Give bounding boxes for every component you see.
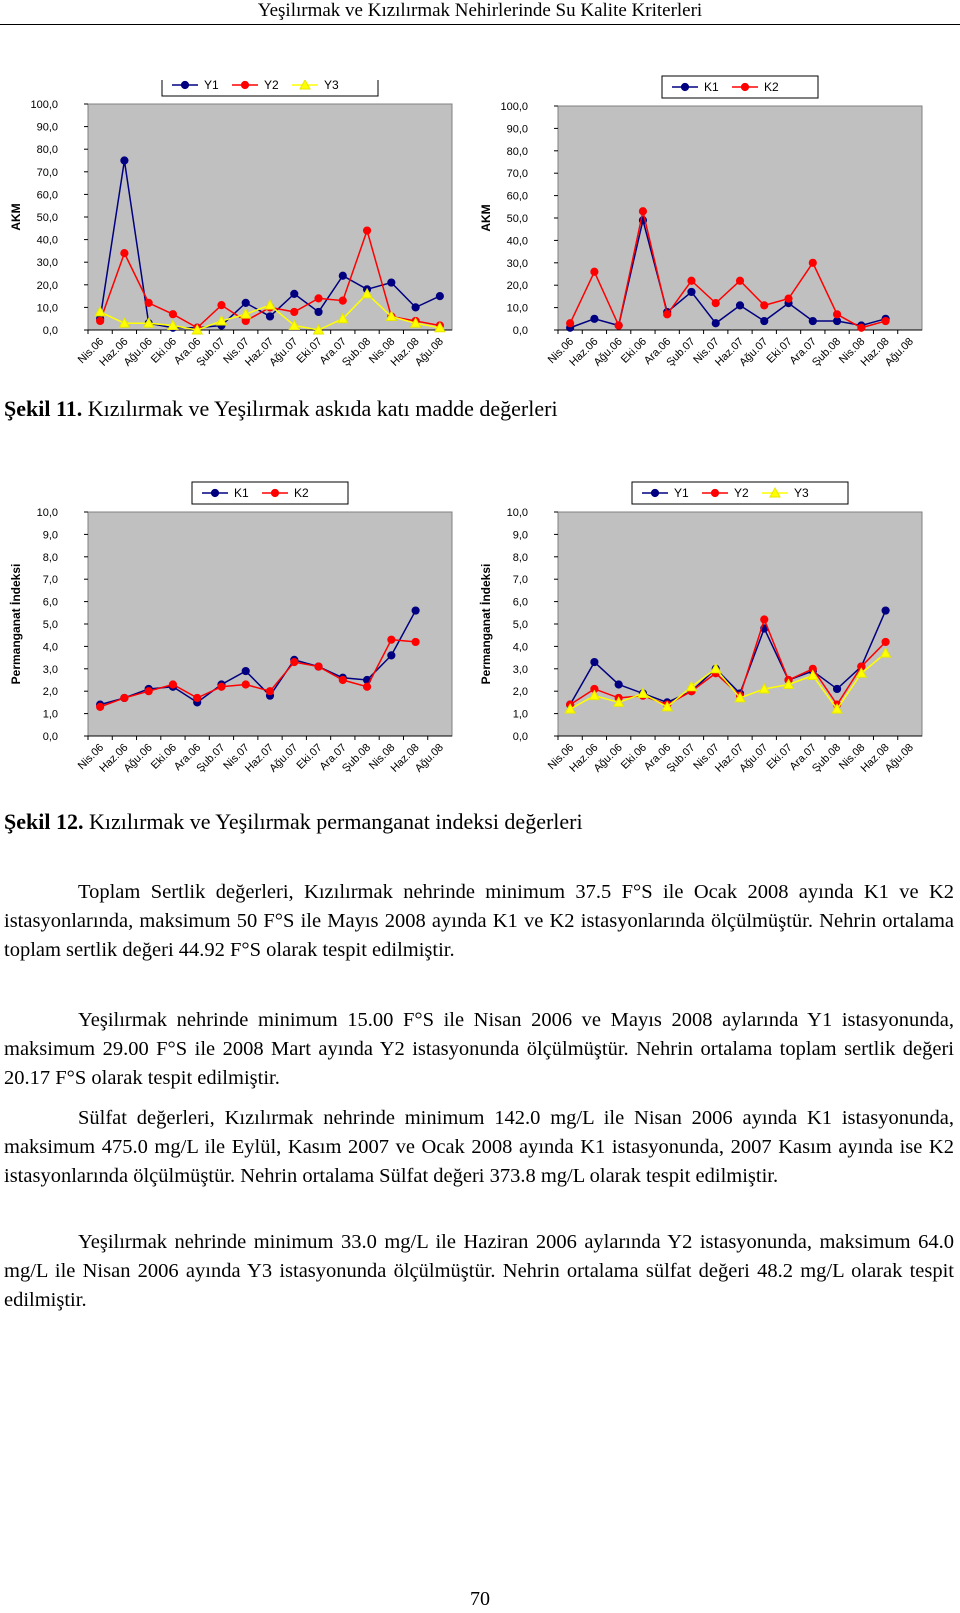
- x-tick-label: Eki.06: [148, 741, 180, 772]
- data-point: [591, 268, 598, 275]
- data-point: [809, 317, 816, 324]
- y-tick-label: 80,0: [506, 145, 528, 158]
- data-point: [363, 227, 370, 234]
- data-point: [242, 681, 249, 688]
- x-tick-label: Nis.08: [836, 335, 868, 367]
- y-tick-label: 3,0: [512, 663, 528, 676]
- data-point: [688, 288, 695, 295]
- x-tick-label: Haz.08: [388, 741, 422, 775]
- data-point: [145, 299, 152, 306]
- y-tick-label: 100,0: [30, 99, 58, 111]
- x-tick-label: Ara.06: [641, 741, 674, 774]
- data-point: [315, 308, 322, 315]
- data-point: [761, 616, 768, 623]
- data-point: [241, 81, 248, 88]
- figure-11-number: Şekil 11.: [4, 396, 83, 421]
- y-tick-label: 0,0: [42, 731, 58, 743]
- x-tick-label: Eki.07: [294, 335, 325, 366]
- running-header: [0, 0, 960, 25]
- x-tick-label: Eki.07: [764, 335, 795, 366]
- paragraph-text: Toplam Sertlik değerleri, Kızılırmak nehrinde minimum 37.5 F°S ile Ocak 2008 ayında K1 ve K2 istasyonlarında, maksimum 50 F°S ile Mayıs 2008 ayında K1 ve K2 istasyonlarında ölçülmüştür. Nehrin ortalama toplam sertlik değeri 44.92 F°S olarak tespit edilmiştir.: [4, 881, 954, 961]
- data-point: [121, 250, 128, 257]
- x-tick-label: Şub.08: [810, 741, 844, 775]
- x-tick-label: Şub.07: [664, 335, 698, 369]
- legend-entry: Y1: [204, 80, 219, 92]
- data-point: [436, 293, 443, 300]
- legend-entry: K1: [234, 486, 249, 500]
- figure-11-caption: [4, 396, 558, 422]
- x-tick-label: Nis.07: [691, 741, 722, 773]
- paragraph-text: Sülfat değerleri, Kızılırmak nehrinde minimum 142.0 mg/L ile Nisan 2006 ayında K1 istasyonunda, maksimum 475.0 mg/L ile Eylül, Kasım 2007 ve Ocak 2008 ayında K1 istasyonunda, 2007 Kasım ayında ise K2 istasyonlarında ölçülmüştür. Nehrin ortalama Sülfat değeri 373.8 mg/L olarak tespit edilmiştir.: [4, 1107, 954, 1187]
- data-point: [639, 208, 646, 215]
- x-tick-label: Ağu.08: [882, 741, 916, 775]
- x-tick-label: Ağu.08: [882, 335, 916, 369]
- x-tick-label: Şub.07: [194, 335, 228, 369]
- data-point: [736, 277, 743, 284]
- data-point: [712, 320, 719, 327]
- x-tick-label: Nis.07: [691, 335, 722, 367]
- data-point: [591, 315, 598, 322]
- data-point: [882, 317, 889, 324]
- data-point: [218, 683, 225, 690]
- x-tick-label: Eki.06: [618, 335, 650, 366]
- y-tick-label: 6,0: [512, 596, 528, 609]
- y-tick-label: 1,0: [512, 708, 528, 721]
- y-tick-label: 90,0: [506, 123, 528, 136]
- data-point: [211, 489, 218, 496]
- chart-akm-yesilirmak: [0, 80, 470, 380]
- x-tick-label: Eki.06: [148, 335, 180, 366]
- data-point: [194, 694, 201, 701]
- data-point: [785, 295, 792, 302]
- data-point: [615, 681, 622, 688]
- data-point: [761, 302, 768, 309]
- y-tick-label: 60,0: [36, 189, 58, 202]
- data-point: [858, 324, 865, 331]
- data-point: [736, 302, 743, 309]
- legend-entry: Y2: [264, 80, 279, 92]
- y-axis-label: Permanganat İndeksi: [9, 563, 23, 685]
- x-tick-label: Ağu.06: [121, 335, 155, 369]
- paragraph-text: Yeşilırmak nehrinde minimum 15.00 F°S ile Nisan 2006 ve Mayıs 2008 aylarında Y1 istasyonunda, maksimum 29.00 F°S ile 2008 Mart ayında Y2 istasyonunda ölçülmüştür. Nehrin ortalama toplam sertlik değeri 20.17 F°S olarak tespit edilmiştir.: [4, 1009, 954, 1089]
- y-tick-label: 70,0: [36, 166, 58, 179]
- data-point: [833, 311, 840, 318]
- data-point: [761, 317, 768, 324]
- y-axis-label: AKM: [479, 204, 493, 232]
- data-point: [833, 317, 840, 324]
- data-point: [97, 703, 104, 710]
- data-point: [266, 313, 273, 320]
- data-point: [688, 277, 695, 284]
- y-tick-label: 1,0: [42, 708, 58, 721]
- data-point: [291, 308, 298, 315]
- x-tick-label: Ara.06: [171, 335, 204, 368]
- data-point: [97, 317, 104, 324]
- x-tick-label: Nis.06: [545, 335, 577, 367]
- x-tick-label: Haz.07: [712, 741, 747, 775]
- x-tick-label: Haz.06: [567, 741, 601, 775]
- legend: [162, 80, 378, 96]
- y-tick-label: 30,0: [506, 257, 528, 270]
- y-tick-label: 5,0: [42, 619, 58, 631]
- x-tick-label: Ağu.06: [591, 741, 625, 775]
- data-point: [809, 259, 816, 266]
- x-tick-label: Ağu.08: [412, 741, 446, 775]
- data-point: [315, 663, 322, 670]
- x-tick-label: Şub.08: [340, 741, 374, 775]
- x-tick-label: Eki.06: [618, 741, 650, 772]
- data-point: [315, 295, 322, 302]
- x-tick-label: Ara.07: [787, 335, 819, 368]
- paragraph: [4, 878, 954, 965]
- data-point: [664, 311, 671, 318]
- chart-permanganat-yesilirmak: [470, 478, 940, 808]
- x-tick-label: Ağu.07: [737, 741, 771, 775]
- y-tick-label: 4,0: [512, 641, 528, 654]
- data-point: [711, 489, 718, 496]
- legend: [662, 76, 818, 98]
- data-point: [363, 683, 370, 690]
- paragraph: [4, 1104, 954, 1191]
- x-tick-label: Ağu.06: [591, 335, 625, 369]
- y-tick-label: 10,0: [506, 302, 528, 315]
- y-tick-label: 3,0: [42, 663, 58, 676]
- plot-area: [88, 512, 452, 736]
- x-tick-label: Haz.07: [712, 335, 747, 369]
- paragraph: [4, 1006, 954, 1093]
- x-tick-label: Nis.07: [221, 741, 252, 773]
- paragraph-text: Yeşilırmak nehrinde minimum 33.0 mg/L ile Haziran 2006 aylarında Y2 istasyonunda, maksimum 64.0 mg/L ile Nisan 2006 ayında Y3 istasyonunda ölçülmüştür. Nehrin ortalama sülfat değeri 48.2 mg/L olarak tespit edilmiştir.: [4, 1231, 954, 1311]
- x-tick-label: Haz.07: [242, 335, 277, 369]
- data-point: [412, 638, 419, 645]
- data-point: [833, 685, 840, 692]
- x-tick-label: Nis.08: [366, 741, 398, 773]
- x-tick-label: Ağu.08: [412, 335, 446, 369]
- y-tick-label: 0,0: [512, 325, 528, 337]
- data-point: [181, 81, 188, 88]
- y-tick-label: 7,0: [42, 574, 58, 587]
- y-tick-label: 20,0: [36, 279, 58, 292]
- data-point: [651, 489, 658, 496]
- page-number: [0, 1588, 960, 1611]
- data-point: [681, 83, 688, 90]
- y-tick-label: 30,0: [36, 257, 58, 270]
- legend-entry: K2: [294, 486, 309, 500]
- data-point: [388, 636, 395, 643]
- y-tick-label: 90,0: [36, 121, 58, 134]
- data-point: [169, 681, 176, 688]
- y-axis-label: AKM: [9, 203, 23, 231]
- y-tick-label: 20,0: [506, 280, 528, 293]
- y-tick-label: 70,0: [506, 168, 528, 181]
- y-tick-label: 10,0: [506, 507, 528, 519]
- x-tick-label: Haz.07: [242, 741, 277, 775]
- legend-entry: Y1: [674, 486, 689, 500]
- plot-area: [558, 106, 922, 330]
- x-tick-label: Nis.06: [75, 335, 107, 367]
- x-tick-label: Ara.07: [317, 741, 349, 774]
- data-point: [169, 311, 176, 318]
- y-tick-label: 0,0: [42, 325, 58, 337]
- y-tick-label: 4,0: [42, 641, 58, 654]
- x-tick-label: Şub.07: [664, 741, 698, 775]
- x-tick-label: Ara.06: [641, 335, 674, 368]
- data-point: [242, 299, 249, 306]
- data-point: [271, 489, 278, 496]
- chart-svg: [0, 478, 470, 808]
- data-point: [291, 290, 298, 297]
- data-point: [121, 694, 128, 701]
- legend-entry: Y3: [794, 486, 809, 500]
- x-tick-label: Ağu.07: [267, 335, 301, 369]
- data-point: [712, 300, 719, 307]
- y-tick-label: 100,0: [500, 101, 528, 113]
- paragraph: [4, 1228, 954, 1315]
- data-point: [339, 297, 346, 304]
- data-point: [615, 322, 622, 329]
- x-tick-label: Ağu.07: [737, 335, 771, 369]
- chart-permanganat-kizilirmak: [0, 478, 470, 808]
- chart-akm-kizilirmak: [470, 72, 940, 402]
- x-tick-label: Şub.07: [194, 741, 228, 775]
- running-header-title: Yeşilırmak ve Kızılırmak Nehirlerinde Su Kalite Kriterleri: [257, 0, 703, 21]
- figure-12-text: Kızılırmak ve Yeşilırmak permanganat indeksi değerleri: [88, 809, 583, 834]
- x-tick-label: Haz.06: [97, 335, 131, 369]
- chart-svg: [470, 478, 940, 808]
- y-tick-label: 40,0: [506, 235, 528, 248]
- data-point: [218, 302, 225, 309]
- x-tick-label: Haz.08: [858, 741, 892, 775]
- y-tick-label: 9,0: [512, 529, 528, 542]
- y-tick-label: 10,0: [36, 507, 58, 519]
- legend: [192, 482, 348, 504]
- y-tick-label: 50,0: [506, 213, 528, 225]
- x-tick-label: Haz.08: [388, 335, 422, 369]
- figure-12-caption: [4, 809, 583, 835]
- page-number-text: 70: [470, 1588, 490, 1610]
- x-tick-label: Eki.07: [294, 741, 325, 772]
- plot-area: [88, 104, 452, 330]
- x-tick-label: Haz.08: [858, 335, 892, 369]
- figure-12-number: Şekil 12.: [4, 809, 84, 834]
- y-tick-label: 10,0: [36, 302, 58, 315]
- legend: [632, 482, 848, 504]
- data-point: [882, 607, 889, 614]
- x-tick-label: Nis.08: [366, 335, 398, 367]
- data-point: [388, 652, 395, 659]
- data-point: [291, 658, 298, 665]
- data-point: [242, 667, 249, 674]
- legend-entry: K1: [704, 80, 719, 94]
- x-tick-label: Nis.06: [75, 741, 107, 773]
- data-point: [412, 607, 419, 614]
- data-point: [145, 688, 152, 695]
- x-tick-label: Şub.08: [340, 335, 374, 369]
- x-tick-label: Eki.07: [764, 741, 795, 772]
- figure-11-text: Kızılırmak ve Yeşilırmak askıda katı madde değerleri: [87, 396, 558, 421]
- x-tick-label: Haz.06: [567, 335, 601, 369]
- x-tick-label: Ağu.07: [267, 741, 301, 775]
- x-tick-label: Ara.07: [787, 741, 819, 774]
- x-tick-label: Nis.07: [221, 335, 252, 367]
- data-point: [412, 304, 419, 311]
- data-point: [121, 157, 128, 164]
- x-tick-label: Ara.06: [171, 741, 204, 774]
- data-point: [388, 279, 395, 286]
- y-tick-label: 2,0: [512, 686, 528, 699]
- data-point: [339, 272, 346, 279]
- y-tick-label: 2,0: [42, 686, 58, 699]
- data-point: [741, 83, 748, 90]
- y-tick-label: 80,0: [36, 144, 58, 157]
- x-tick-label: Şub.08: [810, 335, 844, 369]
- y-axis-label: Permanganat İndeksi: [479, 563, 493, 685]
- x-tick-label: Haz.06: [97, 741, 131, 775]
- legend-entry: Y3: [324, 80, 339, 92]
- chart-svg: [0, 80, 470, 380]
- legend-entry: Y2: [734, 486, 749, 500]
- y-tick-label: 8,0: [42, 551, 58, 564]
- data-point: [591, 658, 598, 665]
- data-point: [567, 320, 574, 327]
- x-tick-label: Nis.06: [545, 741, 577, 773]
- y-tick-label: 60,0: [506, 190, 528, 203]
- y-tick-label: 5,0: [512, 619, 528, 631]
- y-tick-label: 7,0: [512, 574, 528, 587]
- y-tick-label: 6,0: [42, 596, 58, 609]
- y-tick-label: 40,0: [36, 234, 58, 247]
- data-point: [266, 688, 273, 695]
- data-point: [882, 638, 889, 645]
- data-point: [339, 676, 346, 683]
- y-tick-label: 0,0: [512, 731, 528, 743]
- y-tick-label: 9,0: [42, 529, 58, 542]
- x-tick-label: Ara.07: [317, 335, 349, 368]
- y-tick-label: 8,0: [512, 551, 528, 564]
- chart-svg: [470, 72, 940, 402]
- legend-entry: K2: [764, 80, 779, 94]
- x-tick-label: Nis.08: [836, 741, 868, 773]
- x-tick-label: Ağu.06: [121, 741, 155, 775]
- y-tick-label: 50,0: [36, 212, 58, 224]
